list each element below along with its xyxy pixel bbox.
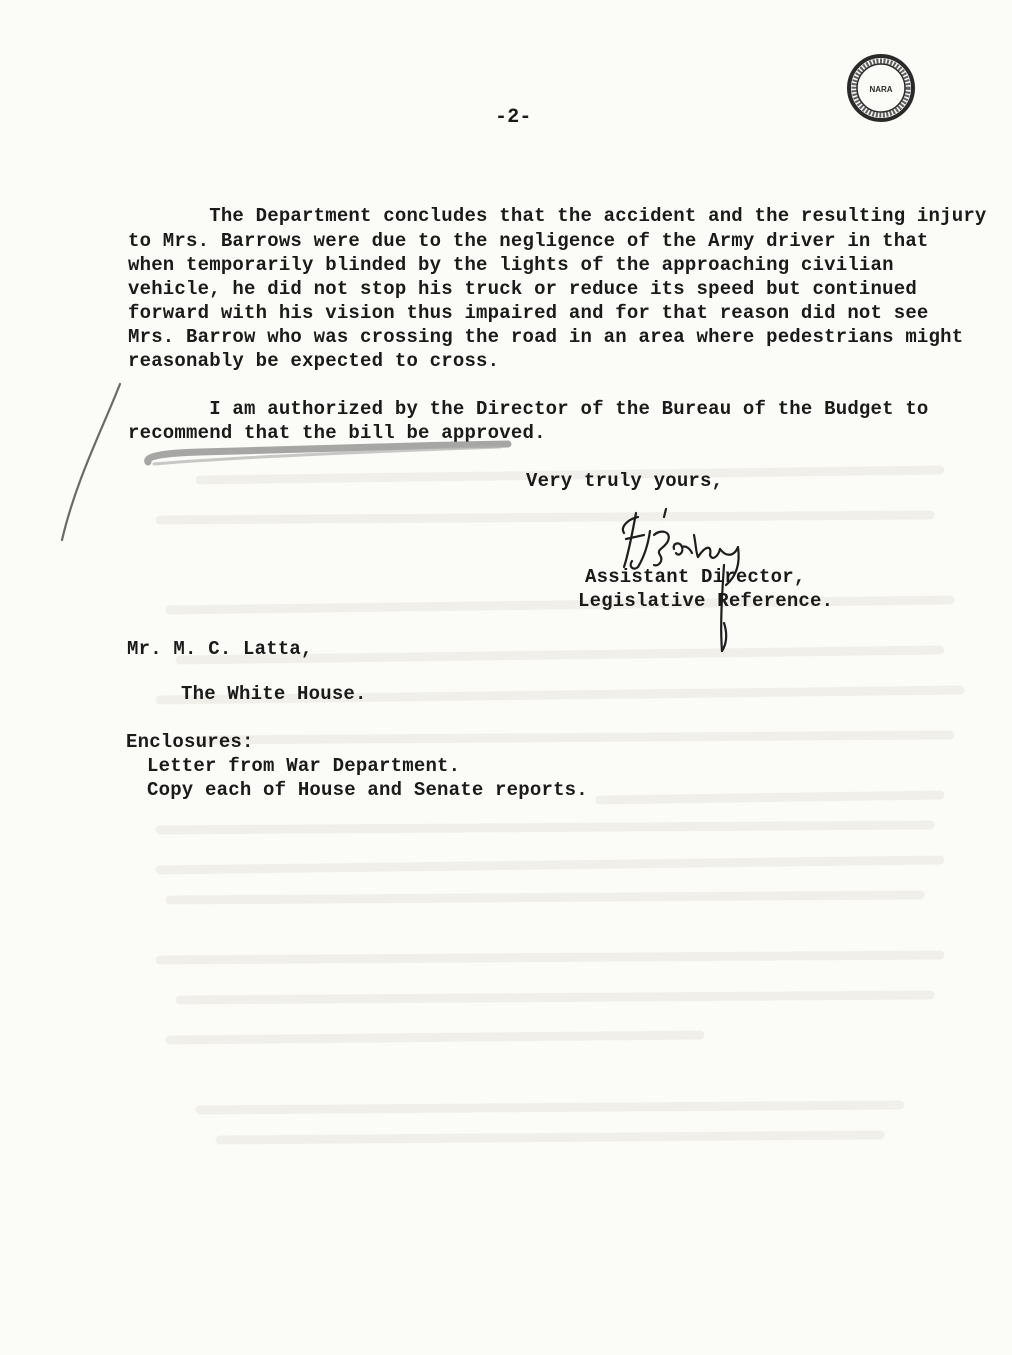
addressee-place: The White House. (181, 683, 367, 705)
library-stamp (846, 53, 916, 123)
addressee-name: Mr. M. C. Latta, (127, 638, 313, 660)
closing-salutation: Very truly yours, (526, 470, 724, 492)
text-line: I am authorized by the Director of the Bureau of the Budget to (128, 398, 929, 420)
pencil-margin-mark (52, 380, 142, 550)
text-line: to Mrs. Barrows were due to the negligence of the Army driver in that (128, 230, 929, 252)
pencil-underline-mark (140, 438, 520, 472)
text-line: vehicle, he did not stop his truck or reduce its speed but continued (128, 278, 917, 300)
signer-title-line-1: Assistant Director, (585, 566, 806, 588)
text-line: when temporarily blinded by the lights of the approaching civilian (128, 254, 894, 276)
enclosure-item: Letter from War Department. (147, 755, 461, 777)
enclosure-item: Copy each of House and Senate reports. (147, 779, 588, 801)
text-line: recommend that the bill be approved. (128, 422, 546, 444)
text-line: reasonably be expected to cross. (128, 350, 500, 372)
text-line: Mrs. Barrow who was crossing the road in an area where pedestrians might (128, 326, 964, 348)
svg-text:NARA: NARA (869, 85, 893, 94)
text-line: forward with his vision thus impaired and for that reason did not see (128, 302, 929, 324)
enclosures-heading: Enclosures: (126, 731, 254, 753)
text-line: The Department concludes that the accident and the resulting injury (128, 205, 987, 227)
page-number: -2- (495, 106, 532, 129)
signer-title-line-2: Legislative Reference. (578, 590, 834, 612)
